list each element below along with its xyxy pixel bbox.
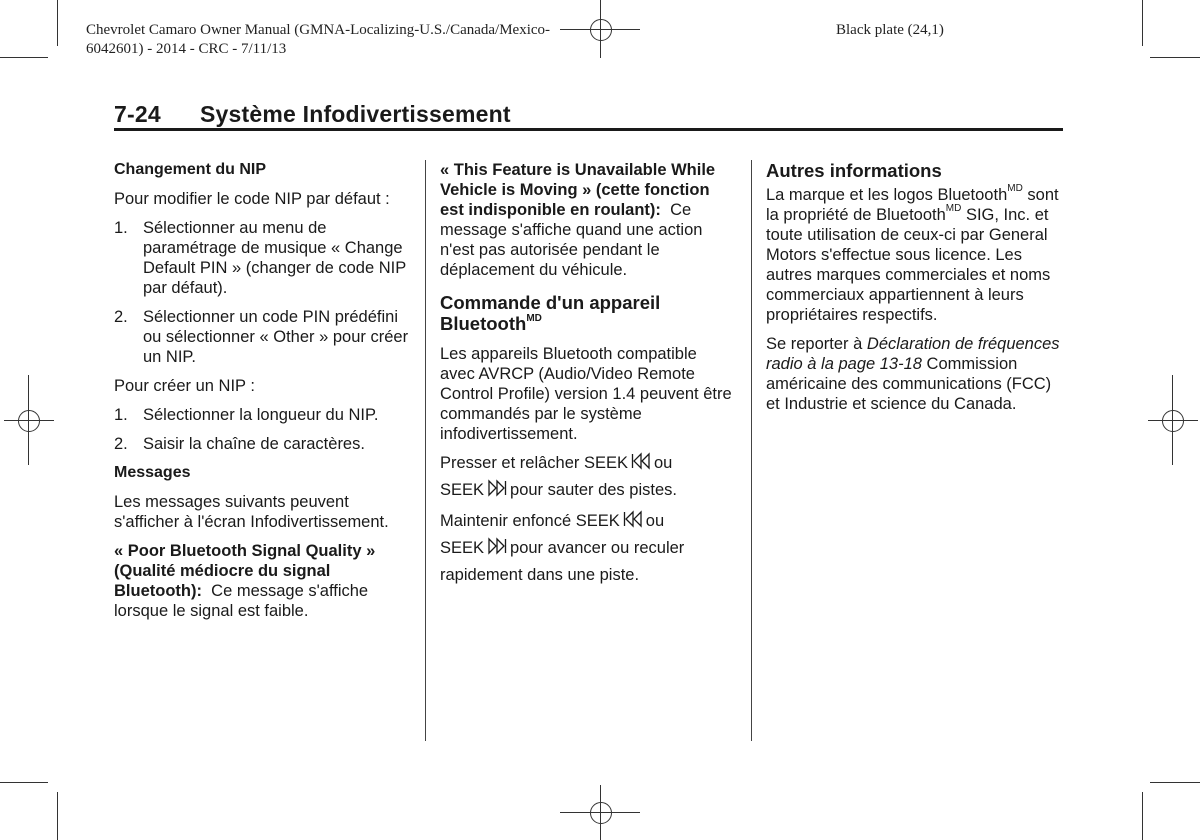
crop-mark (57, 0, 58, 46)
registration-mark-left (0, 375, 60, 465)
list-item: 1. Sélectionner la longueur du NIP. (114, 406, 379, 424)
seek-back-icon (623, 510, 643, 536)
registration-mark-right (1140, 375, 1200, 465)
list-item: 2. Sélectionner un code PIN prédéfini ou sélectionner « Other » pour créer un NIP. (114, 308, 409, 366)
paragraph-bluetooth-trademark: La marque et les logos Bluetooth$^{MD}$ sont la propriété de Bluetooth$^{MD}$ SIG, Inc. et toute utilisation de ceux-ci par General Motors s'effectue sous licence. Les autres marques commerciales et noms commerciaux appartiennent à leurs propriétaires respectifs. (766, 183, 1059, 324)
title-rule (114, 128, 1063, 131)
crop-mark (1150, 782, 1200, 783)
crop-mark (1142, 792, 1143, 840)
column-separator (751, 160, 752, 741)
seek-forward-icon (487, 537, 507, 563)
paragraph-avrcp: Les appareils Bluetooth compatible avec AVRCP (Audio/Video Remote Control Profile) version 1.4 peuvent être commandés par le système infodivertissement. (440, 345, 732, 443)
heading-pin-change: Changement du NIP (114, 161, 267, 178)
list-item: 1. Sélectionner au menu de paramétrage de musique « Change Default PIN » (changer de code NIP par défaut). (114, 219, 406, 297)
paragraph-create-pin: Pour créer un NIP : (114, 377, 255, 395)
steps-create-pin (114, 405, 410, 454)
column-1 (114, 160, 410, 630)
paragraph-seek-skip: Presser et relâcher SEEK ou SEEK pour sauter des pistes. (440, 451, 734, 505)
seek-back-icon (631, 452, 651, 478)
page-number: 7-24 (114, 101, 161, 127)
section-title: Système Infodivertissement (200, 101, 511, 127)
page-title (114, 101, 511, 128)
column-separator (425, 160, 426, 741)
message-feature-unavailable: « This Feature is Unavailable While Vehicle is Moving » (cette fonction est indisponible en roulant): Ce message s'affiche quand une action n'est pas autorisée pendant le déplacement du véhicule. (440, 161, 716, 279)
list-item: 2. Saisir la chaîne de caractères. (114, 435, 365, 453)
seek-forward-icon (487, 479, 507, 505)
crop-mark (0, 782, 48, 783)
paragraph-seek-hold: Maintenir enfoncé SEEK ou SEEK pour avancer ou reculer rapidement dans une piste. (440, 512, 685, 584)
crop-mark (0, 57, 48, 58)
header-line-2: 6042601) - 2014 - CRC - 7/11/13 (86, 41, 287, 57)
crop-mark (1142, 0, 1143, 46)
registration-mark-bottom (560, 785, 640, 840)
reference-link[interactable]: Déclaration de fréquences radio à la page 13-18 (766, 335, 1060, 373)
paragraph-reference: Se reporter à Déclaration de fréquences radio à la page 13-18 Commission américaine des communications (FCC) et Industrie et science du Canada. (766, 335, 1060, 413)
header-line-1: Chevrolet Camaro Owner Manual (GMNA-Localizing-U.S./Canada/Mexico- (86, 22, 551, 38)
registration-mark-top (560, 0, 640, 60)
column-2 (440, 160, 734, 592)
column-3 (766, 160, 1064, 423)
heading-messages: Messages (114, 464, 191, 481)
message-poor-signal: « Poor Bluetooth Signal Quality » (Qualité médiocre du signal Bluetooth): Ce message s'affiche lorsque le signal est faible. (114, 542, 376, 620)
heading-bluetooth-control: Commande d'un appareil Bluetooth$^{MD}$ (440, 292, 661, 334)
steps-modify-pin (114, 218, 410, 367)
paragraph-messages: Les messages suivants peuvent s'afficher à l'écran Infodivertissement. (114, 493, 389, 531)
plate-label: Black plate (24,1) (836, 22, 944, 38)
heading-other-info: Autres informations (766, 160, 942, 181)
crop-mark (57, 792, 58, 840)
paragraph-modify-pin: Pour modifier le code NIP par défaut : (114, 190, 390, 208)
running-header (86, 21, 550, 59)
crop-mark (1150, 57, 1200, 58)
